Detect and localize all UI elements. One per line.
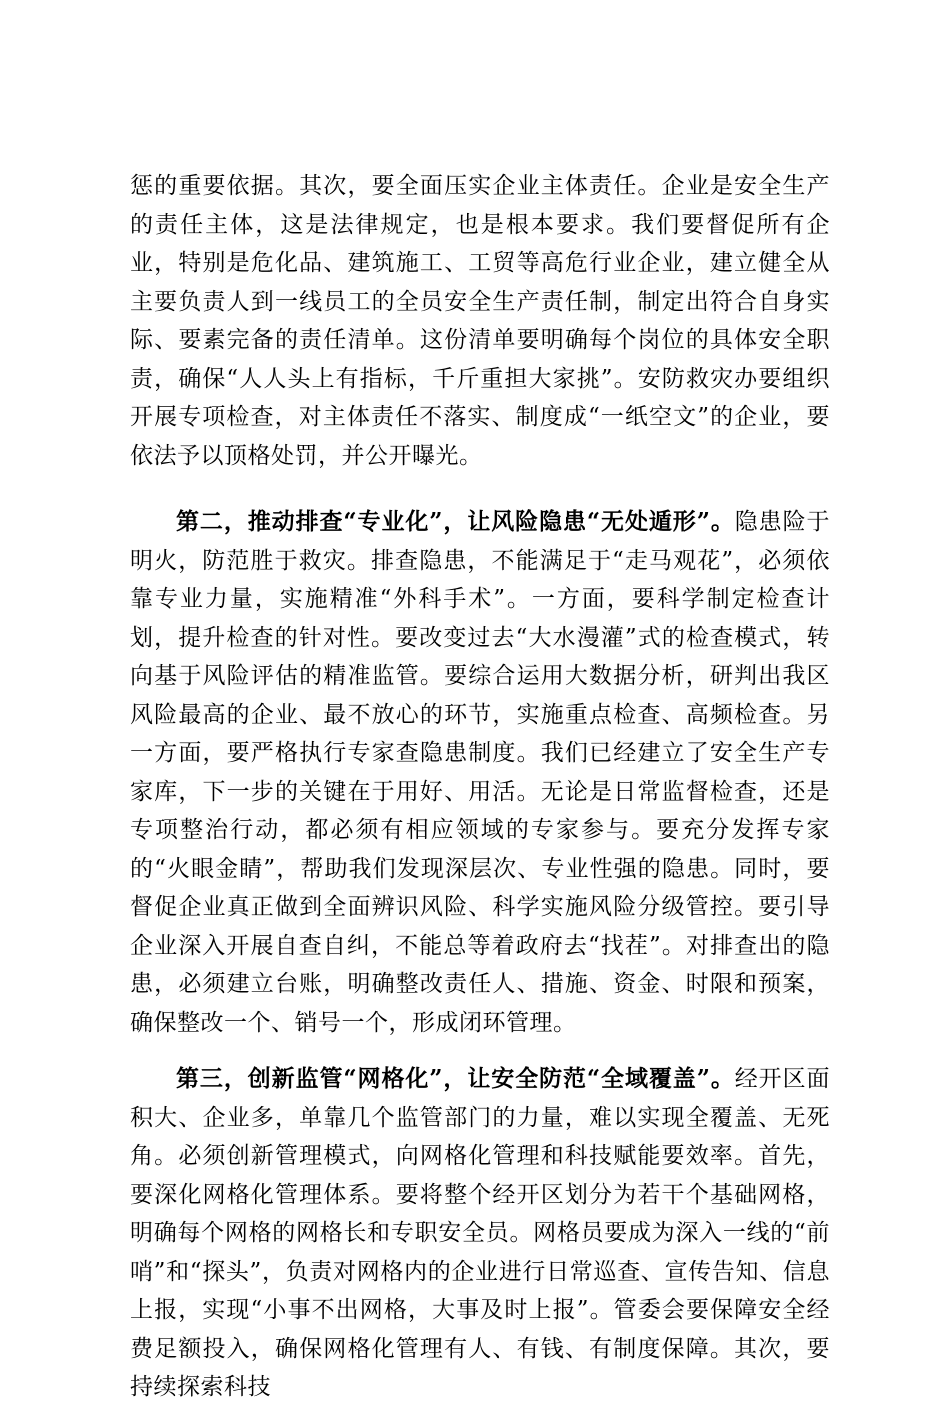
paragraph-body: 经开区面积大、企业多，单靠几个监管部门的力量，难以实现全覆盖、无死角。必须创新管理模式，向网格化管理和科技赋能要效率。首先，要深化网格化管理体系。要将整个经开区划分为若干个基础网格，明确每个网格的网格长和专职安全员。网格员要成为深入一线的“前哨”和“探头”，负责对网格内的企业进行日常巡查、宣传告知、信息上报，实现“小事不出网格，大事及时上报”。管委会要保障安全经费足额投入，确保网格化管理有人、有钱、有制度保障。其次，要持续探索科技: [130, 1066, 831, 1400]
paragraph-third-point: [130, 1060, 830, 1407]
paragraph-heading: 第三，创新监管“网格化”，让安全防范“全域覆盖”。: [176, 1065, 735, 1092]
paragraph-body: 惩的重要依据。其次，要全面压实企业主体责任。企业是安全生产的责任主体，这是法律规定，也是根本要求。我们要督促所有企业，特别是危化品、建筑施工、工贸等高危行业企业，建立健全从主要负责人到一线员工的全员安全生产责任制，制定出符合自身实际、要素完备的责任清单。这份清单要明确每个岗位的具体安全职责，确保“人人头上有指标，千斤重担大家挑”。安防救灾办要组织开展专项检查，对主体责任不落实、制度成“一纸空文”的企业，要依法予以顶格处罚，并公开曝光。: [130, 173, 830, 469]
paragraph-second-point: [130, 503, 830, 1042]
paragraph-heading: 第二，推动排查“专业化”，让风险隐患“无处遁形”。: [176, 508, 735, 535]
paragraph-continuation: [130, 167, 830, 475]
paragraph-body: 隐患险于明火，防范胜于救灾。排查隐患，不能满足于“走马观花”，必须依靠专业力量，实施精准“外科手术”。一方面，要科学制定检查计划，提升检查的针对性。要改变过去“大水漫灌”式的检查模式，转向基于风险评估的精准监管。要综合运用大数据分析，研判出我区风险最高的企业、最不放心的环节，实施重点检查、高频检查。另一方面，要严格执行专家查隐患制度。我们已经建立了安全生产专家库，下一步的关键在于用好、用活。无论是日常监督检查，还是专项整治行动，都必须有相应领域的专家参与。要充分发挥专家的“火眼金睛”，帮助我们发现深层次、专业性强的隐患。同时，要督促企业真正做到全面辨识风险、科学实施风险分级管控。要引导企业深入开展自查自纠，不能总等着政府去“找茬”。对排查出的隐患，必须建立台账，明确整改责任人、措施、资金、时限和预案，确保整改一个、销号一个，形成闭环管理。: [130, 509, 831, 1036]
document-page: [130, 167, 830, 1407]
